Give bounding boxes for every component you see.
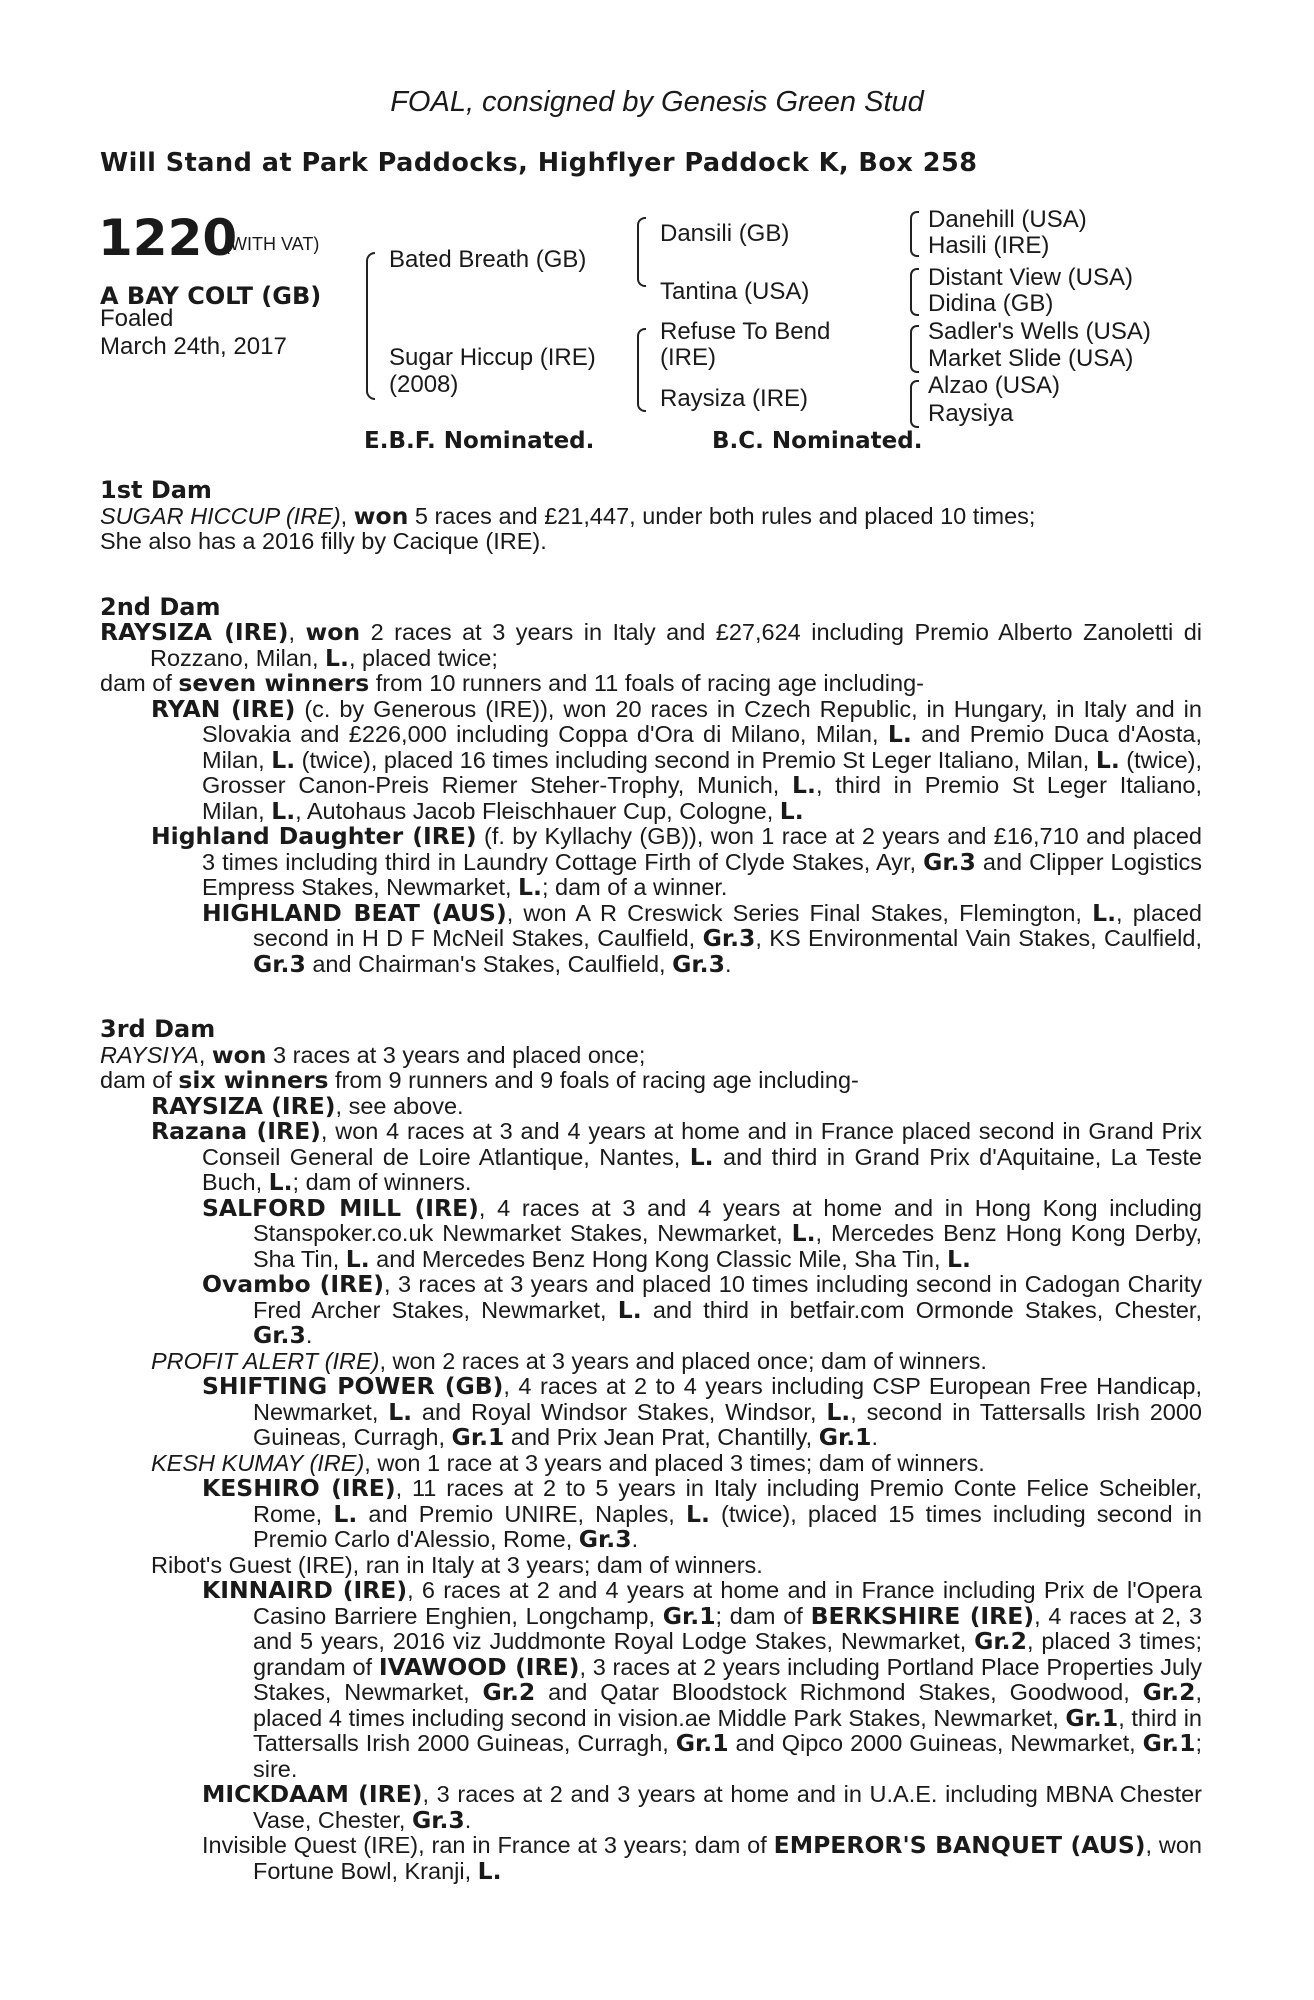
page-title: FOAL, consigned by Genesis Green Stud bbox=[390, 86, 924, 118]
dam-line1: Sugar Hiccup (IRE) bbox=[389, 344, 596, 371]
sire: Bated Breath (GB) bbox=[389, 246, 587, 273]
progeny-ovambo: Ovambo (IRE), 3 races at 3 years and placed 10 times including second in Cadogan Charity Fred Archer Stakes, Newmarket, L. and third in betfair.com Ormonde Stakes, Chester, Gr.3. bbox=[202, 1270, 1203, 1349]
first-dam-heading: 1st Dam bbox=[100, 476, 212, 504]
sire-sire: Dansili (GB) bbox=[660, 220, 790, 247]
foaled-date: March 24th, 2017 bbox=[100, 333, 287, 360]
catalogue-body bbox=[100, 478, 1202, 1884]
ggp-7: Alzao (USA) bbox=[928, 372, 1061, 399]
third-dam-heading: 3rd Dam bbox=[100, 1015, 216, 1043]
progeny-invisible-quest: Invisible Quest (IRE), ran in France at 3 years; dam of EMPEROR'S BANQUET (AUS), won Fortune Bowl, Kranji, L. bbox=[202, 1831, 1203, 1885]
pedigree-brace-gen3-1 bbox=[910, 211, 919, 257]
dam-sire-line1: Refuse To Bend bbox=[660, 318, 831, 345]
pedigree-brace-gen1 bbox=[366, 252, 375, 400]
vat-label: (WITH VAT) bbox=[224, 234, 320, 254]
ebf-nominated: E.B.F. Nominated. bbox=[364, 428, 595, 454]
ggp-6: Market Slide (USA) bbox=[928, 345, 1134, 372]
progeny-kinnaird: KINNAIRD (IRE), 6 races at 2 and 4 years at home and in France including Prix de l'Opera Casino Barriere Enghien, Longchamp, Gr.1; dam of BERKSHIRE (IRE), 4 races at 2, 3 and 5 years, 2016 viz Juddmonte Royal Lodge Stakes, Newmarket, Gr.2, placed 3 times; grandam of IVAWOOD (IRE), 3 races at 2 years including Portland Place Properties July Stakes, Newmarket, Gr.2 and Qatar Bloodstock Richmond Stakes, Goodwood, Gr.2, placed 4 times including second in vision.ae Middle Park Stakes, Newmarket, Gr.1, third in Tattersalls Irish 2000 Guineas, Curragh, Gr.1 and Qipco 2000 Guineas, Newmarket, Gr.1; sire. bbox=[202, 1576, 1203, 1782]
progeny-kesh-kumay: KESH KUMAY (IRE), won 1 race at 3 years and placed 3 times; dam of winners. bbox=[151, 1449, 985, 1476]
stand-location: Will Stand at Park Paddocks, Highflyer Paddock K, Box 258 bbox=[100, 148, 978, 178]
pedigree-brace-gen3-3 bbox=[910, 325, 919, 373]
lot-number: 1220 bbox=[98, 209, 238, 267]
progeny-ribots-guest: Ribot's Guest (IRE), ran in Italy at 3 years; dam of winners. bbox=[151, 1551, 763, 1578]
third-dam-produce: dam of six winners from 9 runners and 9 foals of racing age including- bbox=[100, 1066, 859, 1094]
progeny-raysiza: RAYSIZA (IRE), see above. bbox=[151, 1091, 464, 1120]
ggp-3: Distant View (USA) bbox=[928, 264, 1133, 291]
second-dam-record: RAYSIZA (IRE), won 2 races at 3 years in Italy and £27,624 including Premio Alberto Zanoletti di Rozzano, Milan, L., placed twice; bbox=[100, 618, 1202, 672]
dam-sire-line2: (IRE) bbox=[660, 344, 716, 371]
progeny-highland-beat: HIGHLAND BEAT (AUS), won A R Creswick Series Final Stakes, Flemington, L., placed second in H D F McNeil Stakes, Caulfield, Gr.3, KS Environmental Vain Stakes, Caulfield, Gr.3 and Chairman's Stakes, Caulfield, Gr.3. bbox=[202, 898, 1202, 978]
dam-line2: (2008) bbox=[389, 371, 459, 398]
first-dam-produce: She also has a 2016 filly by Cacique (IRE). bbox=[100, 528, 547, 554]
ggp-2: Hasili (IRE) bbox=[928, 232, 1050, 259]
foaled-label: Foaled bbox=[100, 305, 174, 332]
progeny-salford-mill: SALFORD MILL (IRE), 4 races at 3 and 4 years at home and in Hong Kong including Stanspoker.co.uk Newmarket Stakes, Newmarket, L., Mercedes Benz Hong Kong Derby, Sha Tin, L. and Mercedes Benz Hong Kong Classic Mile, Sha Tin, L. bbox=[202, 1193, 1202, 1273]
pedigree-brace-gen3-4 bbox=[910, 380, 919, 428]
progeny-shifting-power: SHIFTING POWER (GB), 4 races at 2 to 4 years including CSP European Free Handicap, Newmarket, L. and Royal Windsor Stakes, Windsor, L., second in Tattersalls Irish 2000 Guineas, Curragh, Gr.1 and Prix Jean Prat, Chantilly, Gr.1. bbox=[202, 1372, 1202, 1451]
second-dam-heading: 2nd Dam bbox=[100, 592, 221, 621]
progeny-profit-alert: PROFIT ALERT (IRE), won 2 races at 3 years and placed once; dam of winners. bbox=[151, 1347, 987, 1374]
third-dam-record: RAYSIYA, won 3 races at 3 years and placed once; bbox=[100, 1040, 646, 1069]
ggp-8: Raysiya bbox=[928, 400, 1014, 427]
pedigree-brace-gen2-sire bbox=[637, 217, 646, 287]
pedigree-brace-gen2-dam bbox=[637, 328, 646, 412]
first-dam-record: SUGAR HICCUP (IRE), won 5 races and £21,447, under both rules and placed 10 times; bbox=[100, 501, 1036, 530]
bc-nominated: B.C. Nominated. bbox=[712, 428, 923, 454]
ggp-4: Didina (GB) bbox=[928, 290, 1054, 317]
dam-dam: Raysiza (IRE) bbox=[660, 385, 809, 412]
ggp-1: Danehill (USA) bbox=[928, 206, 1087, 233]
pedigree-brace-gen3-2 bbox=[910, 268, 919, 316]
progeny-razana: Razana (IRE), won 4 races at 3 and 4 years at home and in France placed second in Grand Prix Conseil General de Loire Atlantique, Nantes, L. and third in Grand Prix d'Aquitaine, La Teste Buch, L.; dam of winners. bbox=[151, 1117, 1202, 1196]
second-dam-produce: dam of seven winners from 10 runners and 11 foals of racing age including- bbox=[100, 669, 924, 697]
sire-dam: Tantina (USA) bbox=[660, 278, 810, 305]
ggp-5: Sadler's Wells (USA) bbox=[928, 318, 1151, 345]
progeny-mickdaam: MICKDAAM (IRE), 3 races at 2 and 3 years at home and in U.A.E. including MBNA Chester Vase, Chester, Gr.3. bbox=[202, 1780, 1202, 1834]
progeny-ryan: RYAN (IRE) (c. by Generous (IRE)), won 20 races in Czech Republic, in Hungary, in Italy and in Slovakia and £226,000 including Coppa d'Ora di Milano, Milan, L. and Premio Duca d'Aosta, Milan, L. (twice), placed 16 times including second in Premio St Leger Italiano, Milan, L. (twice), Grosser Canon-Preis Riemer Steher-Trophy, Munich, L., third in Premio St Leger Italiano, Milan, L., Autohaus Jacob Fleischhauer Cup, Cologne, L. bbox=[151, 694, 1203, 825]
progeny-keshiro: KESHIRO (IRE), 11 races at 2 to 5 years in Italy including Premio Conte Felice Scheibler, Rome, L. and Premio UNIRE, Naples, L. (twice), placed 15 times including second in Premio Carlo d'Alessio, Rome, Gr.3. bbox=[202, 1474, 1202, 1553]
progeny-highland-daughter: Highland Daughter (IRE) (f. by Kyllachy (GB)), won 1 race at 2 years and £16,710 and placed 3 times including third in Laundry Cottage Firth of Clyde Stakes, Ayr, Gr.3 and Clipper Logistics Empress Stakes, Newmarket, L.; dam of a winner. bbox=[151, 822, 1202, 901]
lot-name: A BAY COLT (GB) bbox=[100, 282, 322, 310]
